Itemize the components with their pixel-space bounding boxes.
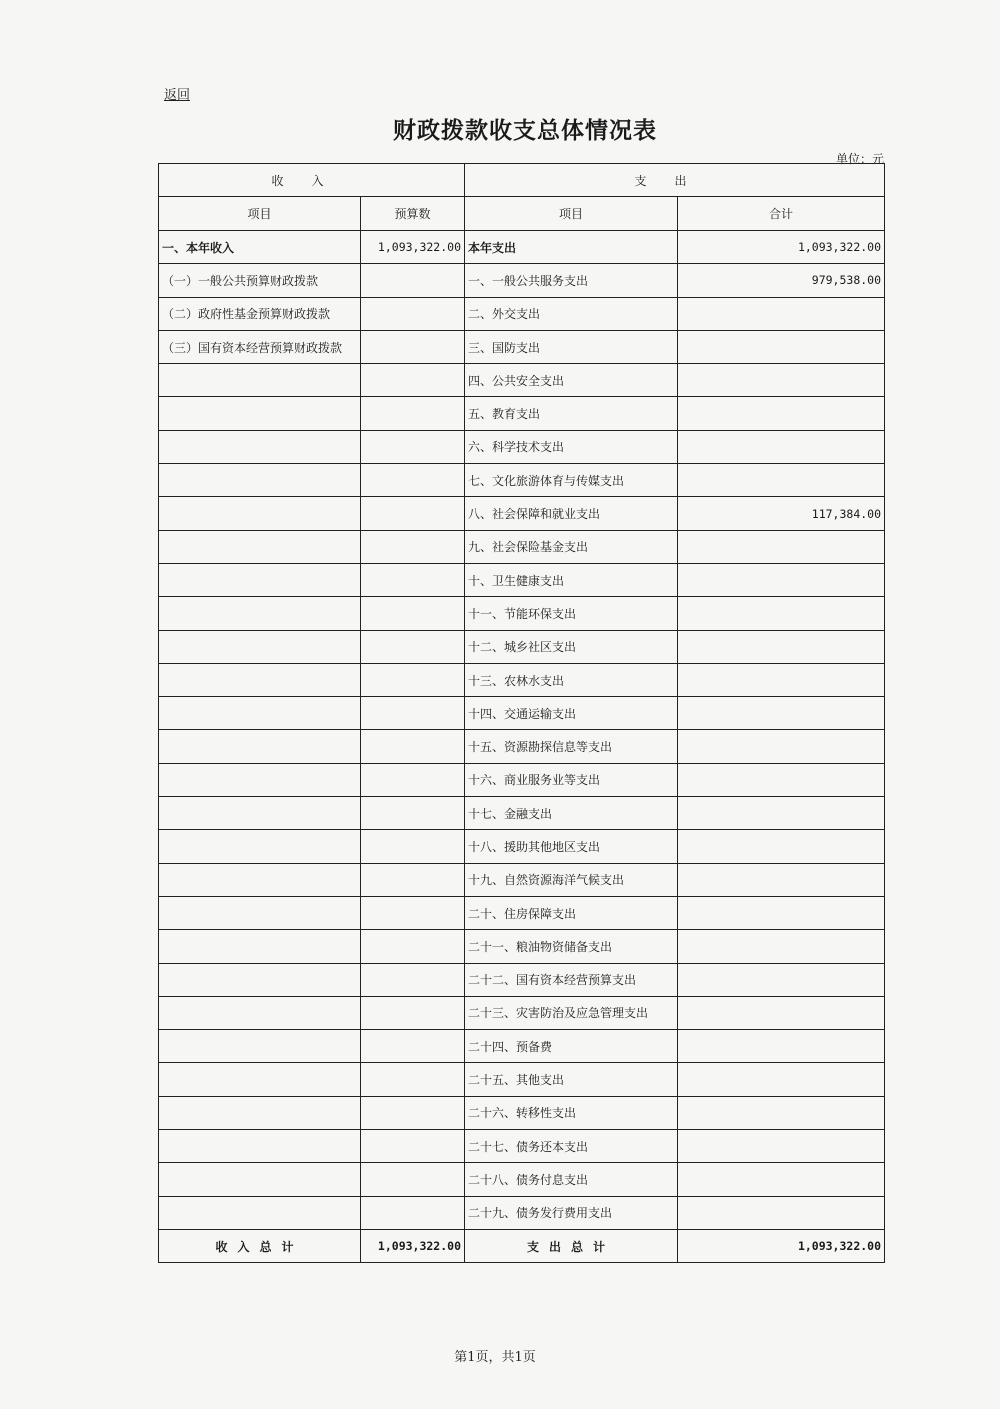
income-header: 收入 [159,164,465,197]
expense-item-cell: 十六、商业服务业等支出 [465,763,678,796]
expense-item-cell: 一、一般公共服务支出 [465,264,678,297]
section-header-row [159,164,885,197]
income-item-cell [159,697,361,730]
income-amount-cell [361,430,465,463]
expense-item-cell: 二十八、债务付息支出 [465,1163,678,1196]
expense-item-cell: 九、社会保险基金支出 [465,530,678,563]
unit-label: 单位：元 [835,152,884,166]
income-item-cell [159,930,361,963]
income-item-cell [159,863,361,896]
expense-item-cell: 四、公共安全支出 [465,364,678,397]
income-amount-cell [361,397,465,430]
expense-item-cell: 二十二、国有资本经营预算支出 [465,963,678,996]
income-amount-cell [361,963,465,996]
expense-amount-cell [678,1096,885,1129]
expense-item-cell: 二十五、其他支出 [465,1063,678,1096]
expense-amount-cell [678,663,885,696]
income-item-cell [159,397,361,430]
table-row [159,497,885,530]
table-row [159,730,885,763]
expense-total-header: 合计 [678,197,885,231]
expense-amount-cell [678,330,885,363]
income-item-cell: （一）一般公共预算财政拨款 [159,264,361,297]
expense-item-cell: 十三、农林水支出 [465,663,678,696]
table-row [159,597,885,630]
income-item-cell [159,530,361,563]
income-item-cell [159,797,361,830]
income-item-header: 项目 [159,197,361,231]
expense-amount-cell [678,1030,885,1063]
table-row [159,1163,885,1196]
income-amount-cell [361,896,465,929]
expense-amount-cell [678,430,885,463]
income-amount-cell [361,563,465,596]
expense-item-cell: 六、科学技术支出 [465,430,678,463]
income-amount-cell: 1,093,322.00 [361,231,465,264]
expense-total-label: 支出总计 [465,1229,678,1262]
expense-total-amount: 1,093,322.00 [678,1229,885,1262]
income-amount-cell [361,330,465,363]
income-item-cell [159,1163,361,1196]
expense-amount-cell [678,597,885,630]
expense-item-cell: 二十六、转移性支出 [465,1096,678,1129]
expense-amount-cell [678,930,885,963]
expense-amount-cell [678,830,885,863]
table-row [159,264,885,297]
table-row [159,1096,885,1129]
expense-amount-cell: 1,093,322.00 [678,231,885,264]
table-row [159,1030,885,1063]
income-item-cell [159,896,361,929]
income-item-cell [159,996,361,1029]
income-amount-cell [361,497,465,530]
income-amount-cell [361,530,465,563]
table-row [159,297,885,330]
income-amount-cell [361,1130,465,1163]
table-row [159,430,885,463]
expense-amount-cell [678,364,885,397]
table-row [159,663,885,696]
expense-item-header: 项目 [465,197,678,231]
table-row [159,996,885,1029]
table-row [159,697,885,730]
table-row [159,1196,885,1229]
expense-amount-cell [678,464,885,497]
expense-amount-cell [678,297,885,330]
income-item-cell [159,630,361,663]
income-item-cell [159,464,361,497]
income-amount-cell [361,763,465,796]
income-amount-cell [361,730,465,763]
expense-amount-cell [678,730,885,763]
expense-item-cell: 七、文化旅游体育与传媒支出 [465,464,678,497]
page-title: 财政拨款收支总体情况表 [393,118,657,144]
expense-amount-cell [678,1063,885,1096]
income-item-cell [159,1030,361,1063]
income-item-cell [159,563,361,596]
expense-amount-cell [678,630,885,663]
fiscal-table [158,163,885,1263]
table-row [159,896,885,929]
table-row [159,630,885,663]
expense-amount-cell [678,996,885,1029]
expense-item-cell: 十一、节能环保支出 [465,597,678,630]
income-amount-cell [361,1163,465,1196]
expense-item-cell: 十二、城乡社区支出 [465,630,678,663]
income-item-cell [159,963,361,996]
income-amount-cell [361,597,465,630]
expense-item-cell: 十五、资源勘探信息等支出 [465,730,678,763]
income-amount-cell [361,830,465,863]
expense-item-cell: 五、教育支出 [465,397,678,430]
table-row [159,1130,885,1163]
table-row [159,397,885,430]
income-item-cell [159,1096,361,1129]
income-amount-cell [361,464,465,497]
expense-amount-cell [678,1163,885,1196]
page-footer: 第1页，共1页 [454,1350,536,1365]
table-row [159,530,885,563]
income-item-cell [159,430,361,463]
expense-item-cell: 二十一、粮油物资储备支出 [465,930,678,963]
expense-item-cell: 十、卫生健康支出 [465,563,678,596]
income-item-cell [159,730,361,763]
table-row [159,830,885,863]
expense-item-cell: 十七、金融支出 [465,797,678,830]
income-amount-cell [361,264,465,297]
income-amount-cell [361,1196,465,1229]
table-row [159,464,885,497]
income-amount-cell [361,663,465,696]
income-amount-cell [361,930,465,963]
income-total-amount: 1,093,322.00 [361,1229,465,1262]
expense-item-cell: 二十、住房保障支出 [465,896,678,929]
income-item-cell [159,830,361,863]
income-amount-cell [361,297,465,330]
income-amount-cell [361,1030,465,1063]
table-row [159,231,885,264]
back-link[interactable]: 返回 [164,88,191,103]
expense-amount-cell [678,397,885,430]
income-amount-cell [361,697,465,730]
expense-item-cell: 十四、交通运输支出 [465,697,678,730]
column-header-row [159,197,885,231]
income-amount-cell [361,364,465,397]
income-amount-cell [361,630,465,663]
table-row [159,963,885,996]
table-row [159,563,885,596]
income-item-cell: （二）政府性基金预算财政拨款 [159,297,361,330]
table-row [159,863,885,896]
expense-amount-cell [678,963,885,996]
table-row [159,330,885,363]
table-row [159,763,885,796]
expense-amount-cell [678,1196,885,1229]
expense-item-cell: 八、社会保障和就业支出 [465,497,678,530]
expense-item-cell: 二、外交支出 [465,297,678,330]
expense-item-cell: 本年支出 [465,231,678,264]
expense-item-cell: 二十四、预备费 [465,1030,678,1063]
income-item-cell [159,597,361,630]
income-amount-cell [361,996,465,1029]
expense-amount-cell [678,1130,885,1163]
expense-item-cell: 三、国防支出 [465,330,678,363]
income-item-cell: （三）国有资本经营预算财政拨款 [159,330,361,363]
income-item-cell [159,364,361,397]
expense-amount-cell [678,797,885,830]
table-row [159,930,885,963]
expense-amount-cell: 979,538.00 [678,264,885,297]
table-row [159,364,885,397]
expense-amount-cell [678,896,885,929]
expense-amount-cell [678,697,885,730]
income-item-cell [159,763,361,796]
expense-amount-cell: 117,384.00 [678,497,885,530]
total-row [159,1229,885,1262]
income-amount-cell [361,863,465,896]
income-amount-cell [361,1096,465,1129]
table-row [159,797,885,830]
income-item-cell: 一、本年收入 [159,231,361,264]
expense-item-cell: 二十九、债务发行费用支出 [465,1196,678,1229]
income-item-cell [159,1130,361,1163]
expense-item-cell: 十八、援助其他地区支出 [465,830,678,863]
expense-amount-cell [678,763,885,796]
expense-item-cell: 二十三、灾害防治及应急管理支出 [465,996,678,1029]
income-total-label: 收入总计 [159,1229,361,1262]
income-amount-cell [361,797,465,830]
income-item-cell [159,663,361,696]
table-row [159,1063,885,1096]
expense-header: 支出 [465,164,885,197]
income-budget-header: 预算数 [361,197,465,231]
income-amount-cell [361,1063,465,1096]
expense-item-cell: 二十七、债务还本支出 [465,1130,678,1163]
expense-amount-cell [678,863,885,896]
income-item-cell [159,1063,361,1096]
expense-amount-cell [678,530,885,563]
expense-amount-cell [678,563,885,596]
income-item-cell [159,497,361,530]
income-item-cell [159,1196,361,1229]
expense-item-cell: 十九、自然资源海洋气候支出 [465,863,678,896]
